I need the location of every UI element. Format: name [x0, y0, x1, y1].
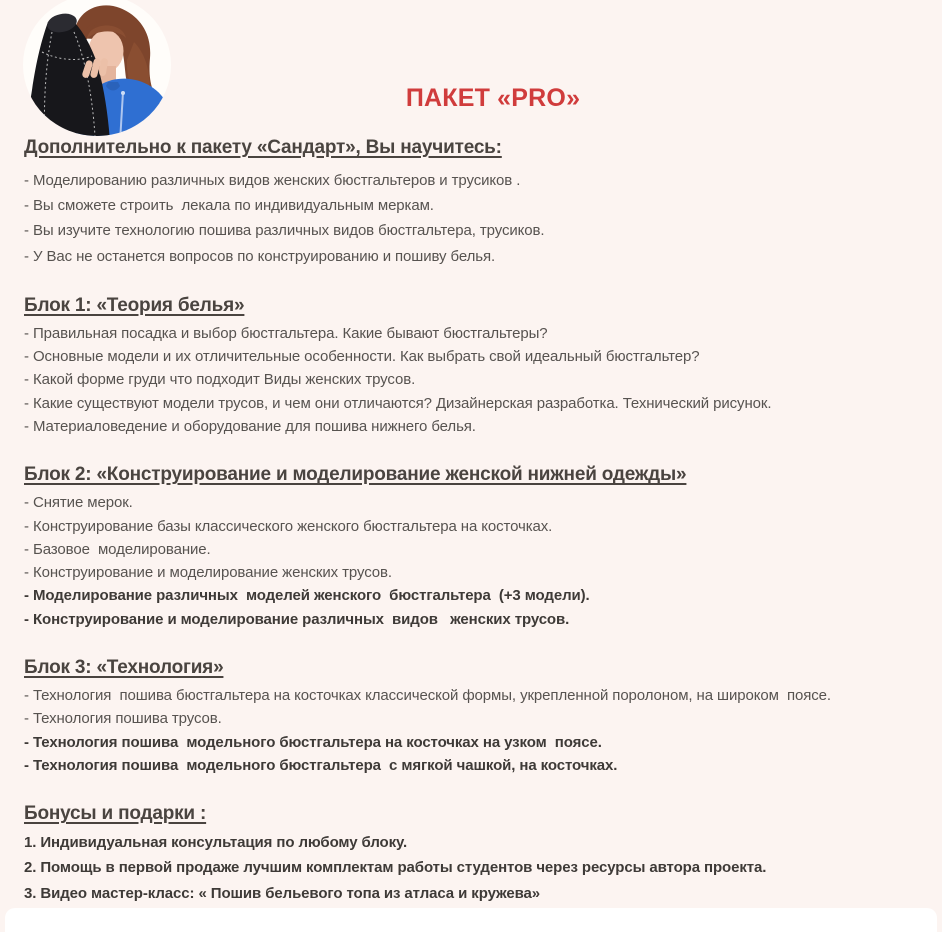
list-item: - Снятие мерок. — [24, 494, 133, 512]
list-item: - Правильная посадка и выбор бюстгальтера. Какие бывают бюстгальтеры? — [24, 324, 548, 342]
list-item: - Основные модели и их отличительные особенности. Как выбрать свой идеальный бюстгальтер? — [24, 348, 700, 366]
list-item: - Какие существуют модели трусов, и чем они отличаются? Дизайнерская разработка. Технический рисунок. — [24, 394, 772, 412]
instructor-photo — [22, 0, 172, 142]
next-section-card-edge — [5, 908, 937, 932]
list-item: - Моделированию различных видов женских бюстгальтеров и трусиков . — [24, 172, 521, 189]
section-block2-heading: Блок 2: «Конструирование и моделирование женской нижней одежды» — [24, 464, 687, 486]
list-item: - Технология пошива трусов. — [24, 710, 222, 728]
instructor-portrait-photo — [22, 0, 172, 142]
list-item-bold: - Моделирование различных моделей женского бюстгальтера (+3 модели). — [24, 587, 590, 605]
section-bonuses-heading: Бонусы и подарки : — [24, 803, 207, 825]
section-block1 — [24, 295, 928, 438]
list-item-bold: 2. Помощь в первой продаже лучшим комплектам работы студентов через ресурсы автора проекта. — [24, 859, 767, 877]
page-title: ПАКЕТ «PRO» — [405, 84, 581, 112]
section-block1-heading: Блок 1: «Теория белья» — [24, 294, 245, 316]
list-item: - Базовое моделирование. — [24, 540, 211, 558]
list-item-bold: - Технология пошива модельного бюстгальтера на косточках на узком поясе. — [24, 733, 602, 751]
list-item: - Конструирование базы классического женского бюстгальтера на косточках. — [24, 517, 553, 535]
list-item: - Вы сможете строить лекала по индивидуальным меркам. — [24, 197, 434, 215]
list-item-bold: - Конструирование и моделирование различных видов женских трусов. — [24, 610, 570, 628]
section-block2 — [24, 464, 928, 631]
list-item-bold: 1. Индивидуальная консультация по любому блоку. — [24, 834, 408, 852]
list-item: - У Вас не останется вопросов по конструированию и пошиву белья. — [24, 247, 496, 265]
list-item: - Какой форме груди что подходит Виды женских трусов. — [24, 371, 416, 389]
section-block3-heading: Блок 3: «Технология» — [24, 657, 224, 679]
list-item: - Конструирование и моделирование женских трусов. — [24, 564, 392, 582]
section-intro-heading: Дополнительно к пакету «Сандарт», Вы научитесь: — [24, 137, 502, 158]
list-item: - Технология пошива бюстгальтера на косточках классической формы, укрепленной поролоном, на широком поясе. — [24, 687, 831, 705]
section-bonuses — [24, 803, 928, 906]
section-intro — [24, 137, 928, 269]
list-item: - Вы изучите технологию пошива различных видов бюстгальтера, трусиков. — [24, 222, 545, 240]
list-item-bold: - Технология пошива модельного бюстгальтера с мягкой чашкой, на косточках. — [24, 756, 618, 774]
content — [24, 137, 928, 932]
list-item-bold: 3. Видео мастер-класс: « Пошив бельевого топа из атласа и кружева» — [24, 884, 540, 902]
list-item: - Материаловедение и оборудование для пошива нижнего белья. — [24, 418, 476, 435]
section-block3 — [24, 657, 928, 777]
